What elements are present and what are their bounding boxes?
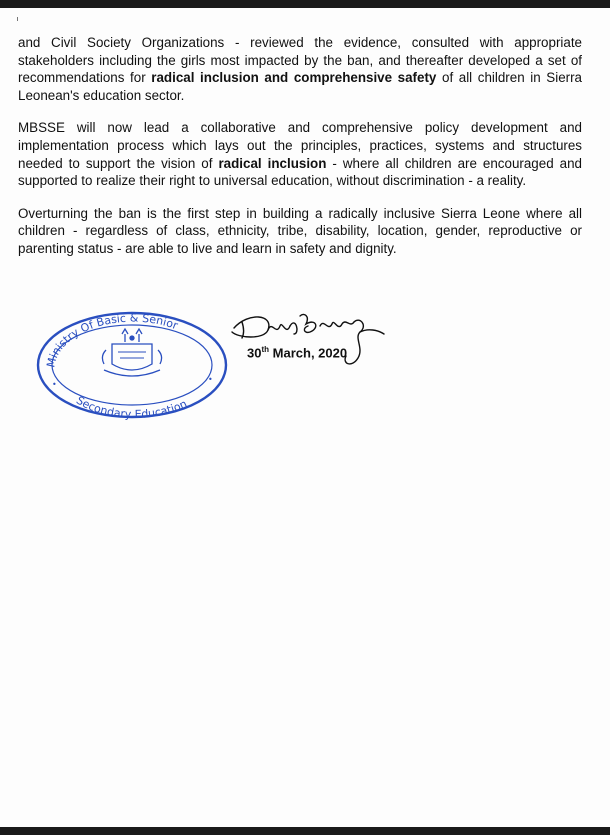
stamp-top-text: Ministry Of Basic & Senior [44,311,180,369]
paragraph-3: Overturning the ban is the first step in building a radically inclusive Sierra Leone where all children - regardless of class, ethnicity, tribe, disability, location, gender, reproductive or parenting status - are able to live and learn in safety and dignity. [18,205,582,256]
paragraph-2: MBSSE will now lead a collaborative and comprehensive policy development and implementation process which lays out the principles, practices, systems and structures needed to support the vision of radical inclusion - where all children are encouraged and supported to realize their right to universal education, without discrimination - a reality. [18,120,582,189]
letter-body [18,34,582,273]
stamp-bottom-text: Secondary Education [73,393,190,420]
svg-text:•: • [208,375,213,384]
letter-page [0,8,610,827]
margin-mark [17,17,18,21]
coat-of-arms-icon [102,329,161,376]
ministry-stamp [34,310,230,420]
svg-text:•: • [52,380,57,389]
signature-date: 30th March, 2020 [247,345,348,361]
paragraph-1: and Civil Society Organizations - reviewed the evidence, consulted with appropriate stakeholders including the girls most impacted by the ban, and thereafter developed a set of recommendations for radical inclusion and comprehensive safety of all children in Sierra Leonean's education sector. [18,35,583,103]
signature-icon [228,308,398,376]
